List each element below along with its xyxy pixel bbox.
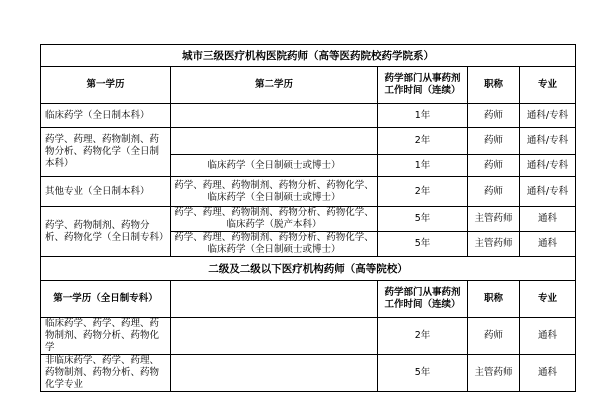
header-first-degree: 第一学历: [41, 67, 171, 104]
header-work-time: 药学部门从事药剂工作时间（连续）: [378, 281, 468, 318]
header-major: 专业: [520, 281, 576, 318]
header-job-title: 职称: [468, 67, 520, 104]
major-cell: 通科/专科: [520, 177, 576, 207]
second-degree-cell: [171, 104, 378, 128]
job-title-cell: 药师: [468, 177, 520, 207]
job-title-cell: 药师: [468, 128, 520, 155]
header-work-time: 药学部门从事药剂工作时间（连续）: [378, 67, 468, 104]
job-title-cell: 主管药师: [468, 232, 520, 257]
second-degree-cell: [171, 355, 378, 392]
work-time-cell: 5年: [378, 207, 468, 232]
first-degree-cell: 药学、药理、药物制剂、药物分析、药物化学（全日制本科）: [41, 128, 171, 177]
job-title-cell: 药师: [468, 318, 520, 355]
first-degree-cell: 非临床药学、药学、药理、药物制剂、药物分析、药物化学专业: [41, 355, 171, 392]
major-cell: 通科: [520, 207, 576, 232]
table-row: [41, 104, 576, 128]
work-time-cell: 5年: [378, 355, 468, 392]
second-degree-cell: [171, 128, 378, 155]
work-time-cell: 2年: [378, 318, 468, 355]
work-time-cell: 2年: [378, 177, 468, 207]
job-title-cell: 药师: [468, 155, 520, 177]
table-row: [41, 355, 576, 392]
work-time-cell: 5年: [378, 232, 468, 257]
table-row: [41, 128, 576, 155]
header-major: 专业: [520, 67, 576, 104]
first-degree-cell: 临床药学、药学、药理、药物制剂、药物分析、药物化学: [41, 318, 171, 355]
table-row: [41, 318, 576, 355]
table-row: [41, 177, 576, 207]
first-degree-cell: 其他专业（全日制本科）: [41, 177, 171, 207]
section2-title: 二级及二级以下医疗机构药师（高等院校）: [41, 257, 576, 281]
second-degree-cell: 药学、药理、药物制剂、药物分析、药物化学、临床药学（脱产本科）: [171, 207, 378, 232]
work-time-cell: 1年: [378, 104, 468, 128]
section1-title: 城市三级医疗机构医院药师（高等医药院校药学院系）: [41, 45, 576, 67]
work-time-cell: 2年: [378, 128, 468, 155]
second-degree-cell: 药学、药理、药物制剂、药物分析、药物化学、临床药学（全日制硕士或博士）: [171, 177, 378, 207]
header-job-title: 职称: [468, 281, 520, 318]
section2-header-row: [41, 281, 576, 318]
qualification-table: [40, 44, 576, 392]
second-degree-cell: [171, 318, 378, 355]
section1-header-row: [41, 67, 576, 104]
major-cell: 通科/专科: [520, 155, 576, 177]
first-degree-cell: 药学、药物制剂、药物分析、药物化学（全日制专科）: [41, 207, 171, 257]
major-cell: 通科: [520, 318, 576, 355]
job-title-cell: 药师: [468, 104, 520, 128]
major-cell: 通科/专科: [520, 104, 576, 128]
header-first-degree-fulltime: 第一学历（全日制专科）: [41, 281, 171, 318]
job-title-cell: 主管药师: [468, 355, 520, 392]
section2-title-row: [41, 257, 576, 281]
second-degree-cell: 临床药学（全日制硕士或博士）: [171, 155, 378, 177]
major-cell: 通科/专科: [520, 128, 576, 155]
job-title-cell: 主管药师: [468, 207, 520, 232]
first-degree-cell: 临床药学（全日制本科）: [41, 104, 171, 128]
table-row: [41, 207, 576, 232]
major-cell: 通科: [520, 232, 576, 257]
section1-title-row: [41, 45, 576, 67]
work-time-cell: 1年: [378, 155, 468, 177]
second-degree-cell: 药学、药理、药物制剂、药物分析、药物化学、临床药学（全日制硕士或博士）: [171, 232, 378, 257]
header-second-degree: 第二学历: [171, 67, 378, 104]
major-cell: 通科: [520, 355, 576, 392]
header-empty: [171, 281, 378, 318]
